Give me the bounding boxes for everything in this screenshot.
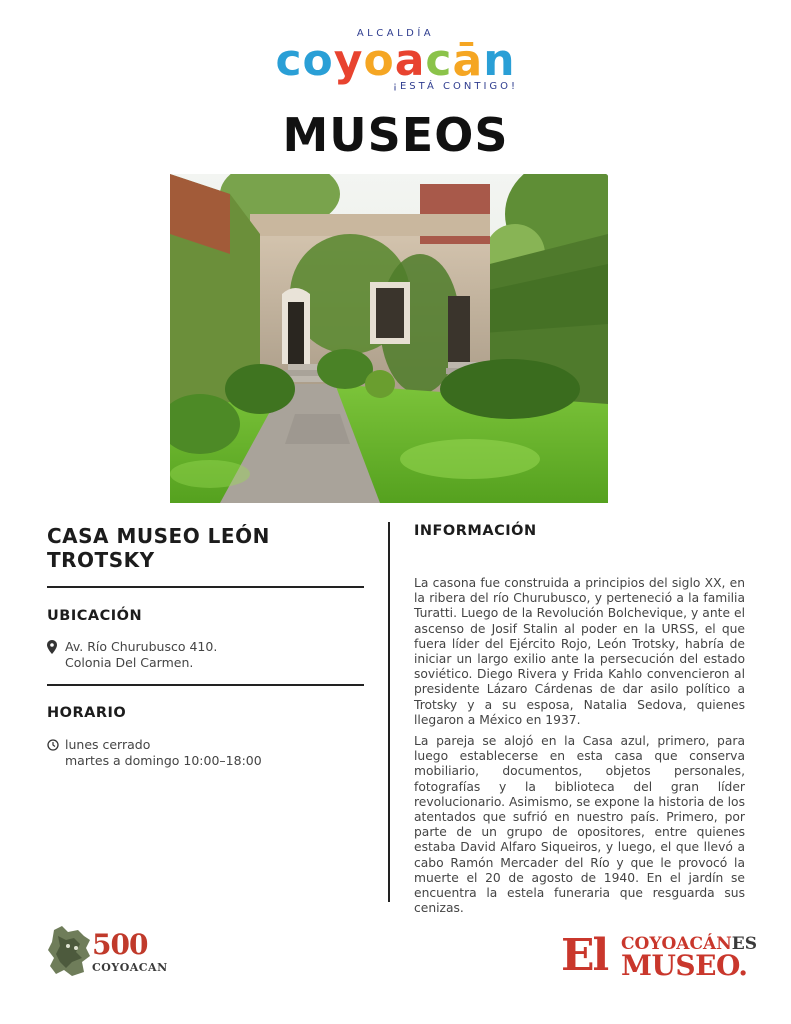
logo-letter: a <box>394 35 426 86</box>
page-title: MUSEOS <box>282 108 509 162</box>
coyote-icon <box>46 926 92 981</box>
column-divider <box>388 522 390 902</box>
location-line-1: Av. Río Churubusco 410. <box>65 639 218 654</box>
info-paragraph: La pareja se alojó en la Casa azul, primero, para luego establecerse en esta casa que conserva mobiliario, documentos, objetos personales, fotografías y la biblioteca del gran líder revolucionario. Asimismo, se expone la historia de los atentados que sufrió en nuestro país. Primero, por parte de un grupo de opositores, entre quienes estaba David Alfaro Siqueiros, y luego, el que llevó a cabo Ramón Mercader del Río y que le provocó la muerte el 20 de agosto de 1940. En el jardín se encuentra la estela funeraria que resguarda sus cenizas. <box>414 734 745 916</box>
info-heading: INFORMACIÓN <box>414 523 537 539</box>
info-paragraph: La casona fue construida a principios del siglo XX, en la ribera del río Churubusco, y perteneció a la familia Turatti. Luego de la Revolución Bolchevique, y ante el ascenso de Josif Stalin al poder en la URSS, el que fuera líder del Ejército Rojo, León Trotsky, habría de iniciar un largo exilio ante la persecución del estado soviético. Diego Rivera y Frida Kahlo convencieron al presidente Lázaro Cárdenas de dar asilo político a Trotsky y a su esposa, Natalia Sedova, quienes llegaron a México en 1937. <box>414 576 745 727</box>
logo-coyoacan-word: COYOACÁN <box>621 934 732 954</box>
museum-name: CASA MUSEO LEÓN TROTSKY <box>47 524 270 572</box>
divider-rule <box>47 586 364 588</box>
logo-letter: ā <box>452 35 484 86</box>
logo-500-number: 500 <box>92 928 148 961</box>
logo-museo-word: MUSEO. <box>621 949 748 982</box>
logo-es-word: ES <box>731 934 757 954</box>
logo-slogan: ¡ESTÁ CONTIGO! <box>392 81 519 92</box>
schedule-line-1: lunes cerrado <box>65 737 151 752</box>
museum-photo <box>170 174 608 503</box>
logo-letter: o <box>363 35 395 86</box>
logo-letter: n <box>483 35 516 86</box>
schedule-line-2: martes a domingo 10:00–18:00 <box>65 753 262 768</box>
logo-500-word: COYOACAN <box>92 961 168 974</box>
logo-letter: c <box>425 35 453 86</box>
location-heading: UBICACIÓN <box>47 608 143 624</box>
logo-top-text: ALCALDÍA <box>356 28 435 39</box>
location-line-2: Colonia Del Carmen. <box>65 655 194 670</box>
logo-wordmark <box>0 35 791 86</box>
el-coyoacan-es-museo-logo: El <box>561 930 608 981</box>
divider-rule <box>47 684 364 686</box>
map-pin-icon <box>47 640 57 659</box>
logo-letter: y <box>333 35 364 86</box>
clock-icon <box>47 738 59 756</box>
logo-letter: o <box>302 35 334 86</box>
logo-letter: c <box>275 35 303 86</box>
schedule-heading: HORARIO <box>47 705 127 721</box>
alcaldia-logo <box>0 28 791 92</box>
